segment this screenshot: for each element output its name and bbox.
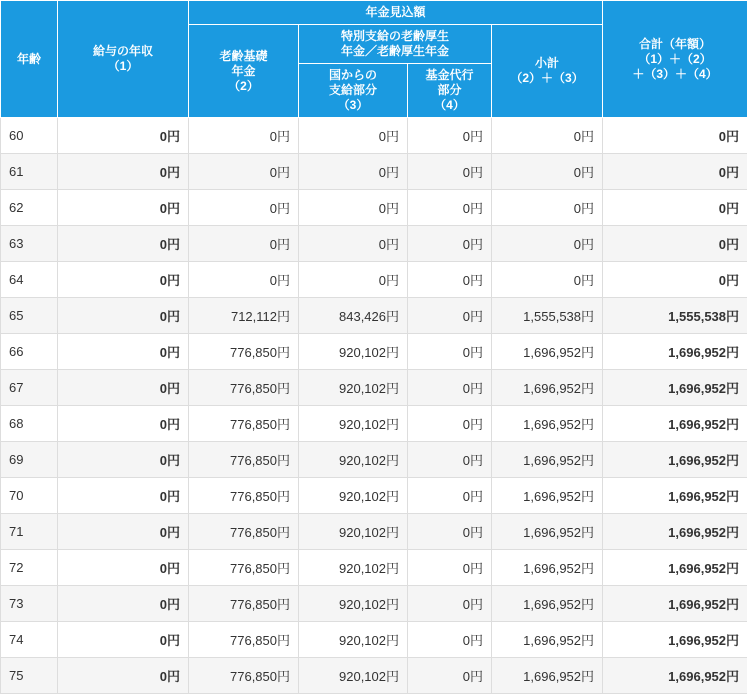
cell-salary: 0円 (58, 586, 189, 622)
cell-basic-pension: 776,850円 (189, 514, 299, 550)
cell-total: 1,696,952円 (603, 514, 747, 550)
header-total-line2: （1）＋（2） (606, 52, 744, 67)
header-salary (58, 1, 189, 118)
cell-age: 73 (1, 586, 58, 622)
header-basic-line1: 老齢基礎 (192, 49, 295, 64)
cell-salary: 0円 (58, 478, 189, 514)
cell-total: 0円 (603, 190, 747, 226)
cell-kikin-portion: 0円 (408, 658, 492, 694)
cell-kikin-portion: 0円 (408, 406, 492, 442)
cell-subtotal: 0円 (492, 262, 603, 298)
cell-subtotal: 0円 (492, 190, 603, 226)
cell-salary: 0円 (58, 262, 189, 298)
cell-kuni-portion: 0円 (299, 262, 408, 298)
table-row (1, 586, 747, 622)
cell-salary: 0円 (58, 190, 189, 226)
cell-total: 1,555,538円 (603, 298, 747, 334)
cell-age: 72 (1, 550, 58, 586)
cell-kikin-portion: 0円 (408, 154, 492, 190)
cell-kuni-portion: 920,102円 (299, 334, 408, 370)
table-row (1, 478, 747, 514)
table-row (1, 226, 747, 262)
header-basic-line2: 年金 (192, 64, 295, 79)
cell-kikin-portion: 0円 (408, 334, 492, 370)
cell-salary: 0円 (58, 370, 189, 406)
cell-total: 1,696,952円 (603, 550, 747, 586)
cell-subtotal: 1,696,952円 (492, 550, 603, 586)
cell-basic-pension: 0円 (189, 226, 299, 262)
cell-kuni-portion: 843,426円 (299, 298, 408, 334)
cell-subtotal: 1,696,952円 (492, 442, 603, 478)
cell-basic-pension: 776,850円 (189, 334, 299, 370)
cell-kikin-portion: 0円 (408, 262, 492, 298)
cell-salary: 0円 (58, 442, 189, 478)
header-kikin-portion (408, 64, 492, 118)
cell-age: 74 (1, 622, 58, 658)
cell-subtotal: 0円 (492, 154, 603, 190)
table-row (1, 298, 747, 334)
cell-age: 65 (1, 298, 58, 334)
cell-age: 62 (1, 190, 58, 226)
cell-salary: 0円 (58, 550, 189, 586)
cell-age: 63 (1, 226, 58, 262)
header-subtotal (492, 25, 603, 118)
cell-age: 69 (1, 442, 58, 478)
cell-kikin-portion: 0円 (408, 190, 492, 226)
cell-basic-pension: 776,850円 (189, 478, 299, 514)
table-row (1, 334, 747, 370)
cell-kuni-portion: 920,102円 (299, 514, 408, 550)
cell-kikin-portion: 0円 (408, 622, 492, 658)
cell-salary: 0円 (58, 334, 189, 370)
cell-kuni-portion: 920,102円 (299, 586, 408, 622)
cell-basic-pension: 0円 (189, 154, 299, 190)
cell-subtotal: 1,696,952円 (492, 406, 603, 442)
cell-subtotal: 1,696,952円 (492, 622, 603, 658)
header-basic-line3: （2） (192, 79, 295, 94)
table-row (1, 622, 747, 658)
cell-basic-pension: 776,850円 (189, 586, 299, 622)
cell-kuni-portion: 0円 (299, 118, 408, 154)
table-row (1, 442, 747, 478)
cell-salary: 0円 (58, 622, 189, 658)
cell-kuni-portion: 920,102円 (299, 442, 408, 478)
cell-basic-pension: 776,850円 (189, 622, 299, 658)
header-kuni-line1: 国からの (302, 68, 404, 83)
header-age: 年齢 (1, 1, 58, 118)
cell-total: 1,696,952円 (603, 622, 747, 658)
cell-age: 68 (1, 406, 58, 442)
cell-age: 67 (1, 370, 58, 406)
cell-total: 0円 (603, 226, 747, 262)
cell-total: 1,696,952円 (603, 478, 747, 514)
cell-total: 1,696,952円 (603, 406, 747, 442)
cell-basic-pension: 0円 (189, 262, 299, 298)
cell-total: 0円 (603, 118, 747, 154)
cell-total: 1,696,952円 (603, 370, 747, 406)
cell-kuni-portion: 0円 (299, 226, 408, 262)
header-kikin-line1: 基金代行 (411, 68, 488, 83)
table-row (1, 550, 747, 586)
table-row (1, 370, 747, 406)
header-kuni-portion (299, 64, 408, 118)
cell-subtotal: 1,696,952円 (492, 334, 603, 370)
cell-kuni-portion: 920,102円 (299, 550, 408, 586)
cell-kuni-portion: 0円 (299, 154, 408, 190)
cell-salary: 0円 (58, 658, 189, 694)
table-row (1, 118, 747, 154)
cell-age: 66 (1, 334, 58, 370)
cell-salary: 0円 (58, 226, 189, 262)
cell-total: 1,696,952円 (603, 586, 747, 622)
header-salary-line1: 給与の年収 (61, 44, 185, 59)
cell-kikin-portion: 0円 (408, 370, 492, 406)
cell-kikin-portion: 0円 (408, 226, 492, 262)
cell-basic-pension: 776,850円 (189, 550, 299, 586)
cell-kikin-portion: 0円 (408, 514, 492, 550)
cell-age: 71 (1, 514, 58, 550)
header-kuni-line3: （3） (302, 98, 404, 113)
cell-subtotal: 1,696,952円 (492, 514, 603, 550)
cell-kuni-portion: 920,102円 (299, 622, 408, 658)
cell-total: 0円 (603, 262, 747, 298)
header-kuni-line2: 支給部分 (302, 83, 404, 98)
cell-age: 64 (1, 262, 58, 298)
header-salary-line2: （1） (61, 59, 185, 74)
header-special-line1: 特別支給の老齢厚生 (302, 29, 488, 44)
cell-age: 70 (1, 478, 58, 514)
cell-age: 61 (1, 154, 58, 190)
table-row (1, 190, 747, 226)
cell-kikin-portion: 0円 (408, 442, 492, 478)
cell-subtotal: 1,696,952円 (492, 478, 603, 514)
header-row-1 (1, 1, 747, 25)
cell-age: 60 (1, 118, 58, 154)
cell-subtotal: 1,696,952円 (492, 658, 603, 694)
cell-basic-pension: 776,850円 (189, 370, 299, 406)
table-row (1, 658, 747, 694)
header-subtotal-line1: 小計 (495, 56, 599, 71)
cell-total: 1,696,952円 (603, 334, 747, 370)
cell-kikin-portion: 0円 (408, 298, 492, 334)
cell-salary: 0円 (58, 298, 189, 334)
cell-subtotal: 0円 (492, 226, 603, 262)
cell-kuni-portion: 920,102円 (299, 478, 408, 514)
table-row (1, 154, 747, 190)
cell-kikin-portion: 0円 (408, 118, 492, 154)
cell-basic-pension: 776,850円 (189, 658, 299, 694)
table-header (1, 1, 747, 118)
cell-salary: 0円 (58, 118, 189, 154)
cell-basic-pension: 0円 (189, 118, 299, 154)
cell-basic-pension: 776,850円 (189, 442, 299, 478)
cell-salary: 0円 (58, 154, 189, 190)
header-special-pension (299, 25, 492, 64)
cell-kuni-portion: 920,102円 (299, 658, 408, 694)
cell-kikin-portion: 0円 (408, 550, 492, 586)
header-special-line2: 年金／老齢厚生年金 (302, 44, 488, 59)
table-row (1, 406, 747, 442)
cell-subtotal: 0円 (492, 118, 603, 154)
cell-basic-pension: 712,112円 (189, 298, 299, 334)
cell-kuni-portion: 920,102円 (299, 406, 408, 442)
header-pension-estimate: 年金見込額 (189, 1, 603, 25)
table-row (1, 262, 747, 298)
cell-total: 1,696,952円 (603, 442, 747, 478)
cell-total: 0円 (603, 154, 747, 190)
cell-kikin-portion: 0円 (408, 478, 492, 514)
cell-subtotal: 1,555,538円 (492, 298, 603, 334)
header-kikin-line2: 部分 (411, 83, 488, 98)
cell-kuni-portion: 920,102円 (299, 370, 408, 406)
header-kikin-line3: （4） (411, 98, 488, 113)
cell-basic-pension: 0円 (189, 190, 299, 226)
table-body (1, 118, 747, 694)
header-total (603, 1, 747, 118)
header-total-line1: 合計（年額） (606, 37, 744, 52)
cell-kikin-portion: 0円 (408, 586, 492, 622)
cell-basic-pension: 776,850円 (189, 406, 299, 442)
header-subtotal-line2: （2）＋（3） (495, 71, 599, 86)
cell-salary: 0円 (58, 514, 189, 550)
cell-salary: 0円 (58, 406, 189, 442)
table-row (1, 514, 747, 550)
cell-age: 75 (1, 658, 58, 694)
cell-subtotal: 1,696,952円 (492, 370, 603, 406)
cell-total: 1,696,952円 (603, 658, 747, 694)
cell-kuni-portion: 0円 (299, 190, 408, 226)
cell-subtotal: 1,696,952円 (492, 586, 603, 622)
header-total-line3: ＋（3）＋（4） (606, 67, 744, 82)
header-basic-pension (189, 25, 299, 118)
